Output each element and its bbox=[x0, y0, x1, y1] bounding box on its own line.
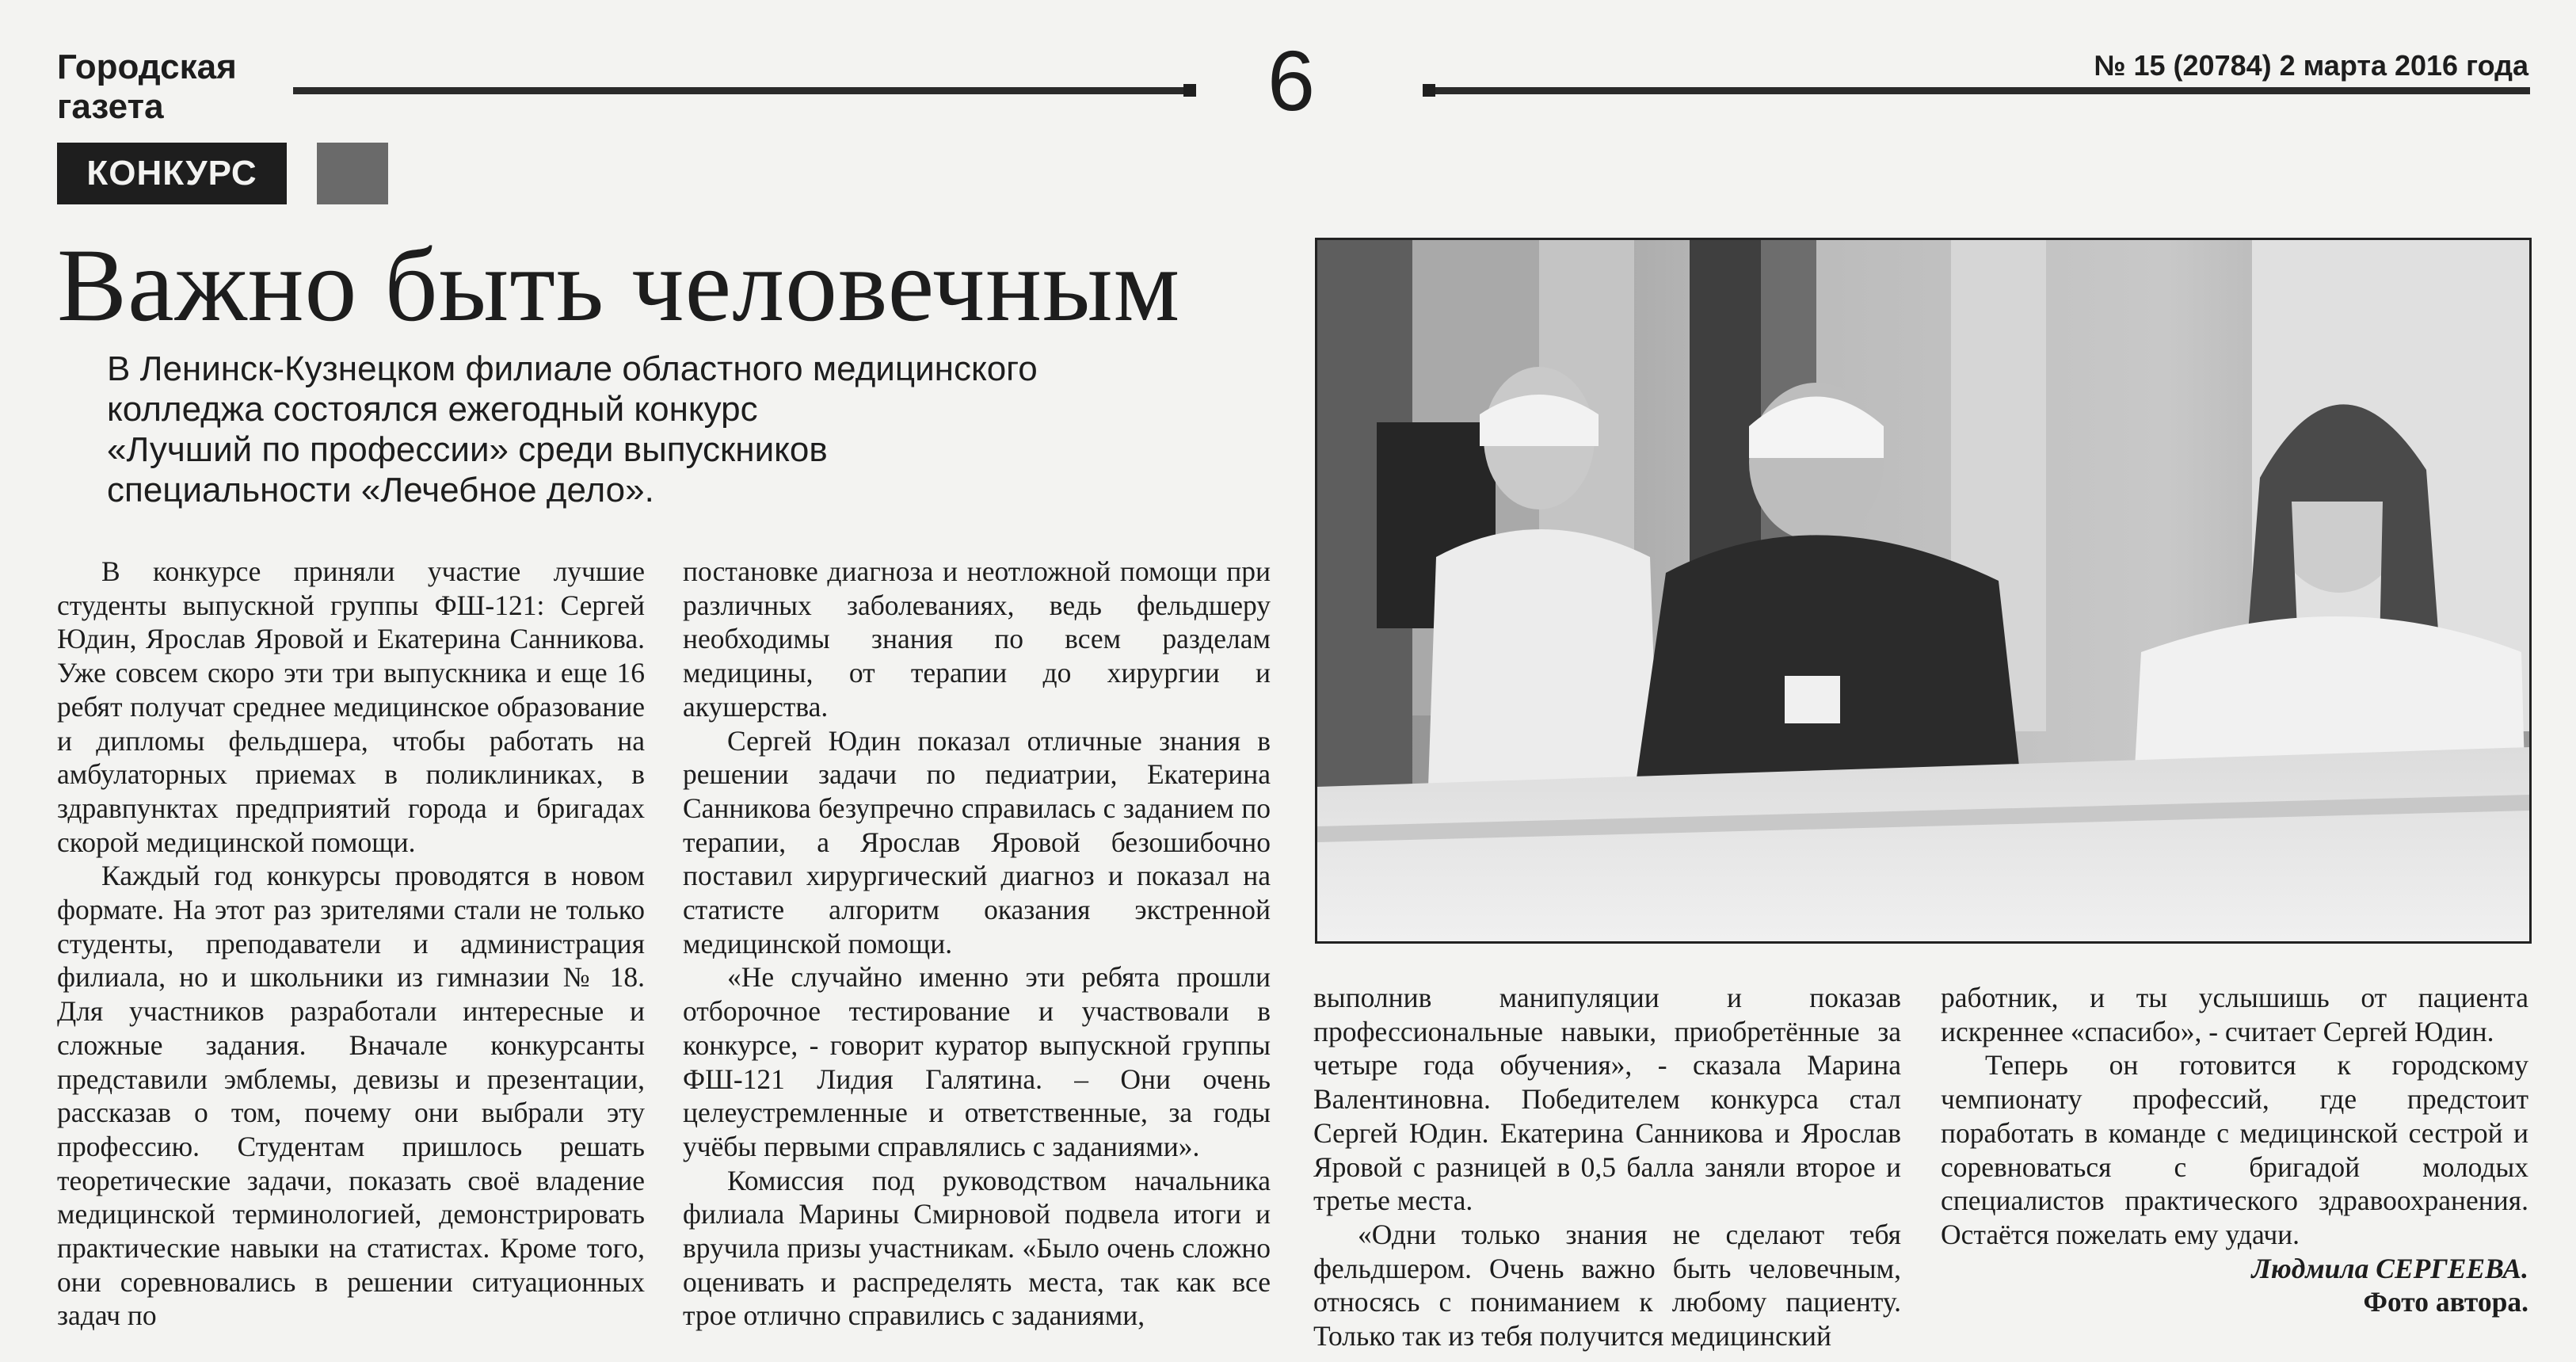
article-column-2 bbox=[683, 555, 1271, 1333]
header-rule-right bbox=[1435, 87, 2530, 94]
header-rule-left bbox=[293, 87, 1196, 94]
header-rule-dot-right bbox=[1423, 84, 1435, 97]
paragraph: Сергей Юдин показал отличные знания в решении задачи по педиатрии, Екатерина Санникова безупречно справилась с заданием по терапии, а Ярослав Яровой безошибочно поставил хирургический диагноз и показал на статисте алгоритм оказания экстренной медицинской помощи. bbox=[683, 724, 1271, 960]
article-photo bbox=[1315, 238, 2532, 944]
rubric-square bbox=[317, 143, 388, 204]
article-headline: Важно быть человечным bbox=[57, 227, 1181, 343]
article-lede bbox=[107, 349, 1232, 510]
article-column-4 bbox=[1941, 981, 2528, 1319]
lede-line: В Ленинск-Кузнецком филиале областного медицинского bbox=[107, 349, 1038, 388]
paragraph: работник, и ты услышишь от пациента искреннее «спасибо», - считает Сергей Юдин. bbox=[1941, 982, 2528, 1047]
newspaper-brand bbox=[57, 48, 237, 127]
issue-info: № 15 (20784) 2 марта 2016 года bbox=[2094, 49, 2528, 82]
paragraph: выполнив манипуляции и показав профессиональные навыки, приобретённые за четыре года обучения», - сказала Марина Валентиновна. Победителем конкурса стал Сергей Юдин. Екатерина Санникова и Ярослав Яровой с разницей в 0,5 балла заняли второе и третье места. bbox=[1313, 982, 1901, 1217]
paragraph: постановке диагноза и неотложной помощи при различных заболеваниях, ведь фельдшеру необходимы знания по всем разделам медицины, от терапии до хирургии и акушерства. bbox=[683, 555, 1271, 723]
rubric-label: КОНКУРС bbox=[57, 143, 287, 204]
photo-illustration bbox=[1317, 240, 2529, 941]
paragraph: В конкурсе приняли участие лучшие студенты выпускной группы ФШ-121: Сергей Юдин, Ярослав Яровой и Екатерина Санникова. Уже совсем скоро эти три выпускника и еще 16 ребят получат среднее медицинское образование и дипломы фельдшера, чтобы работать на амбулаторных приемах в поликлиниках, в здравпунктах предприятий города и бригадах скорой медицинской помощи. bbox=[57, 555, 645, 858]
paragraph: Теперь он готовится к городскому чемпионату профессий, где предстоит поработать в команде с медицинской сестрой и соревноваться с бригадой молодых специалистов практического здравоохранения. Остаётся пожелать ему удачи. bbox=[1941, 1049, 2528, 1250]
author-signature: Людмила СЕРГЕЕВА. bbox=[2251, 1252, 2528, 1284]
paragraph: Комиссия под руководством начальника филиала Марины Смирновой подвела итоги и вручила призы участникам. «Было очень сложно оценивать и распределять места, так как все трое отлично справились с заданиями, bbox=[683, 1164, 1271, 1332]
paragraph: «Не случайно именно эти ребята прошли отборочное тестирование и участвовали в конкурсе, - говорит куратор выпускной группы ФШ-121 Лидия Галятина. – Они очень целеустремленные и ответственные, за годы учёбы первыми справлялись с заданиями». bbox=[683, 961, 1271, 1162]
lede-line: колледжа состоялся ежегодный конкурс bbox=[107, 390, 758, 429]
header-rule-dot-left bbox=[1183, 84, 1196, 97]
article-column-1 bbox=[57, 555, 645, 1333]
lede-line: «Лучший по профессии» среди выпускников bbox=[107, 430, 828, 469]
paragraph: «Одни только знания не сделают тебя фельдшером. Очень важно быть человечным, относясь с пониманием к любому пациенту. Только так из тебя получится медицинский bbox=[1313, 1218, 1901, 1352]
brand-line-1: Городская bbox=[57, 48, 237, 86]
photo-credit: Фото автора. bbox=[2363, 1286, 2528, 1318]
paragraph: Каждый год конкурсы проводятся в новом формате. На этот раз зрителями стали не только студенты, преподаватели и администрация филиала, но и школьники из гимназии № 18. Для участников разработали интересные и сложные задания. Вначале конкурсанты представили эмблемы, девизы и презентации, рассказав о том, почему они выбрали эту профессию. Студентам пришлось решать теоретические задачи, показать своё владение медицинской терминологией, демонстрировать практические навыки на статистах. Кроме того, они соревновались в решении ситуационных задач по bbox=[57, 860, 645, 1332]
article-column-3 bbox=[1313, 981, 1901, 1353]
brand-line-2: газета bbox=[57, 87, 164, 126]
page-number: 6 bbox=[1267, 32, 1316, 128]
lede-line: специальности «Лечебное дело». bbox=[107, 471, 654, 509]
